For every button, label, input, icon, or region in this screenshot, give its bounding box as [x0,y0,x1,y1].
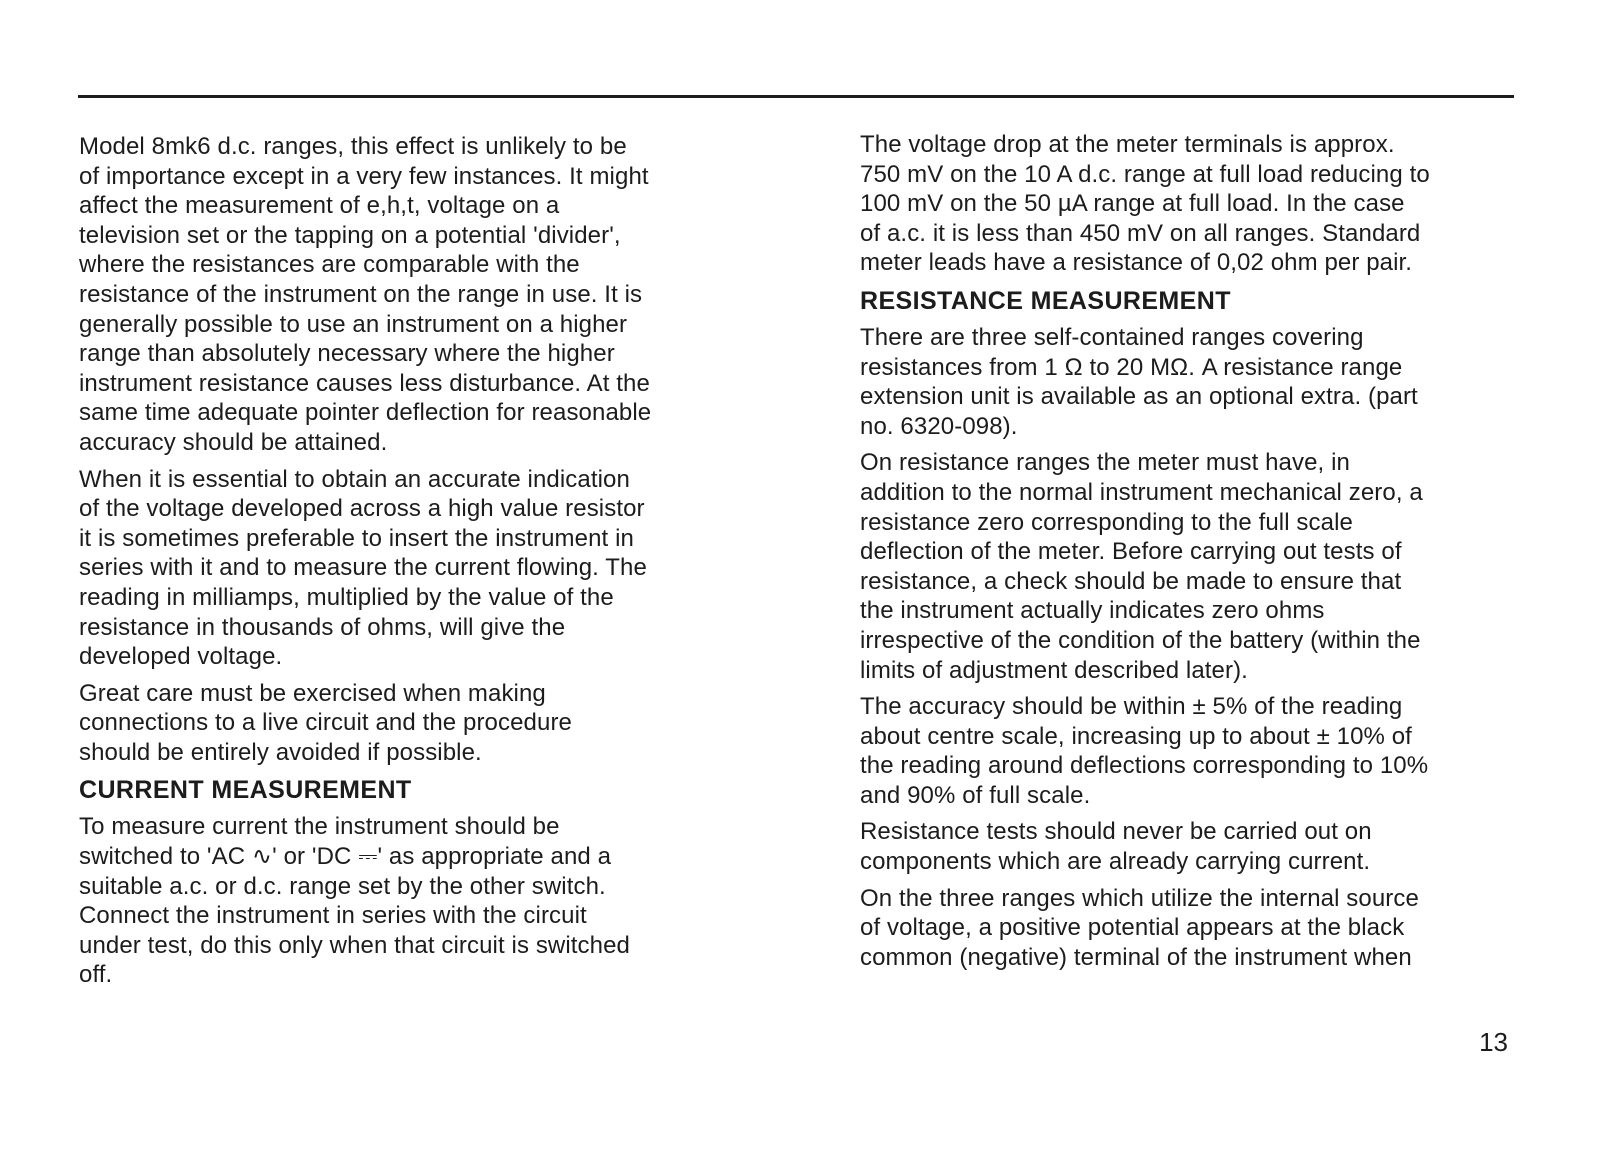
text-line: To measure current the instrument should be [79,813,560,841]
text-line: the instrument actually indicates zero ohms [860,597,1325,625]
page-number: 13 [1479,1027,1508,1057]
text-line: about centre scale, increasing up to about ± 10% of [860,722,1412,750]
text-line: resistance of the instrument on the range in use. It is [79,280,643,308]
heading-resistance-measurement: RESISTANCE MEASUREMENT [860,286,1231,315]
text-line: resistances from 1 Ω to 20 MΩ. A resistance range [860,353,1403,381]
text-line: it is sometimes preferable to insert the instrument in [79,524,634,552]
text-line: meter leads have a resistance of 0,02 ohm per pair. [860,249,1413,277]
paragraph-resistance-tests [860,817,1560,876]
paragraph-ranges-effect [79,132,779,458]
text-line: On resistance ranges the meter must have, in [860,449,1350,477]
text-line: switched to 'AC ∿' or 'DC ⎓' as appropriate and a [79,843,612,871]
text-line: The voltage drop at the meter terminals is approx. [860,131,1395,158]
text-line: 750 mV on the 10 A d.c. range at full load reducing to [860,160,1430,188]
text-line: irrespective of the condition of the battery (within the [860,626,1421,654]
paragraph-measure-current [79,812,779,990]
text-line: developed voltage. [79,643,283,671]
text-line: Great care must be exercised when making [79,679,546,707]
text-line: Connect the instrument in series with the circuit [79,902,587,930]
text-line: reading in milliamps, multiplied by the value of the [79,583,614,611]
text-line: There are three self-contained ranges covering [860,323,1364,351]
text-line: Resistance tests should never be carried out on [860,818,1372,846]
text-line: of the voltage developed across a high value resistor [79,495,645,523]
text-line: On the three ranges which utilize the internal source [860,884,1419,912]
text-line: where the resistances are comparable with the [79,251,580,279]
text-line: and 90% of full scale. [860,781,1091,809]
heading-current-measurement: CURRENT MEASUREMENT [79,776,412,805]
text-line: same time adequate pointer deflection for reasonable [79,399,652,427]
text-line: of voltage, a positive potential appears at the black [860,914,1405,942]
text-line: limits of adjustment described later). [860,656,1248,684]
text-line: generally possible to use an instrument on a higher [79,310,628,338]
text-line: connections to a live circuit and the procedure [79,709,572,737]
paragraph-self-contained-ranges [860,323,1560,441]
right-column [860,130,1560,979]
text-line: should be entirely avoided if possible. [79,738,482,766]
text-line: television set or the tapping on a potential 'divider', [79,221,621,249]
paragraph-internal-source [860,884,1560,973]
text-line: no. 6320-098). [860,412,1018,440]
text-line: instrument resistance causes less disturbance. At the [79,369,650,397]
text-line: series with it and to measure the current flowing. The [79,554,647,582]
paragraph-accuracy [860,692,1560,810]
text-line: The accuracy should be within ± 5% of the reading [860,693,1403,721]
text-line: under test, do this only when that circuit is switched [79,931,631,959]
text-line: resistance zero corresponding to the full scale [860,508,1353,536]
top-rule [78,95,1514,98]
text-line: off. [79,961,113,989]
text-line: extension unit is available as an optional extra. (part [860,383,1418,411]
text-line: resistance in thousands of ohms, will give the [79,613,566,641]
text-line: deflection of the meter. Before carrying out tests of [860,538,1402,566]
text-line: of a.c. it is less than 450 mV on all ranges. Standard [860,219,1421,247]
text-line: range than absolutely necessary where the higher [79,340,615,368]
text-line: affect the measurement of e,h,t, voltage on a [79,192,560,220]
text-line: Model 8mk6 d.c. ranges, this effect is unlikely to be [79,133,627,160]
paragraph-great-care [79,679,779,768]
text-line: resistance, a check should be made to ensure that [860,567,1402,595]
text-line: common (negative) terminal of the instrument when [860,943,1412,971]
text-line: addition to the normal instrument mechanical zero, a [860,478,1423,506]
text-line: accuracy should be attained. [79,428,388,456]
paragraph-resistance-zero [860,448,1560,685]
text-line: When it is essential to obtain an accurate indication [79,465,630,493]
text-line: of importance except in a very few instances. It might [79,162,649,190]
left-column [79,132,779,997]
paragraph-voltage-drop [860,130,1560,278]
paragraph-accurate-indication [79,465,779,672]
text-line: 100 mV on the 50 µA range at full load. In the case [860,190,1405,218]
text-line: components which are already carrying current. [860,848,1371,876]
text-line: suitable a.c. or d.c. range set by the other switch. [79,872,606,900]
text-line: the reading around deflections corresponding to 10% [860,752,1429,780]
